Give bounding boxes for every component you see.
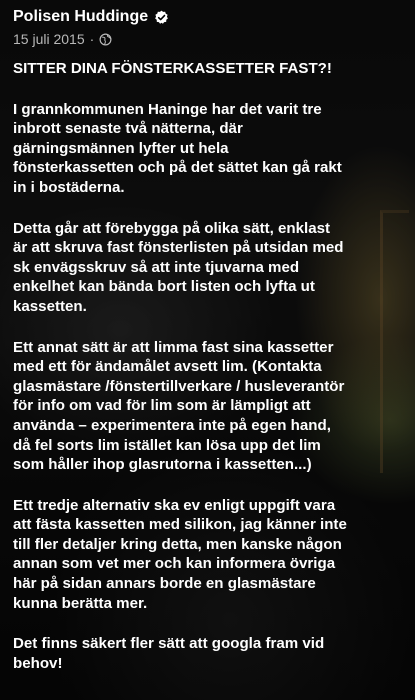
post-paragraph: Det finns säkert fler sätt att googla fram vid behov! [13,635,325,672]
post-paragraph: I grannkommunen Haninge har det varit tre inbrott senaste två nätterna, där gärningsmännen lyfter ut hela fönsterkassetten och på det sättet kan gå rakt in i bostäderna. [13,100,342,196]
globe-icon [99,33,112,46]
post-paragraph: Ett annat sätt är att limma fast sina kassetter med ett för ändamålet avsett lim. (Kontakta glasmästare /fönstertillverkare / husleverantör för info om vad för lim som är lämpligt att använda – experimentera inte på egen hand, då fel sorts lim istället kan lösa upp det lim som håller ihop glasrutorna i kassetten...) [13,338,345,474]
post-content [13,6,405,694]
post-headline: SITTER DINA FÖNSTERKASSETTER FAST?! [13,60,332,77]
post-meta [13,29,405,49]
author-name[interactable]: Polisen Huddinge [13,8,149,25]
verified-badge-icon [154,10,169,25]
post-body [13,59,405,673]
post-date[interactable]: 15 juli 2015 [13,31,85,47]
meta-separator: · [89,31,95,47]
post-header [13,6,405,28]
post-paragraph: Detta går att förebygga på olika sätt, enklast är att skruva fast fönsterlisten på utsidan med sk envägsskruv så att inte tjuvarna med enkelhet kan bända bort listen och lyfta ut kassetten. [13,219,344,315]
post-paragraph: Ett tredje alternativ ska ev enligt uppgift vara att fästa kassetten med silikon, jag känner inte till fler detaljer kring detta, men kanske någon annan som vet mer och kan informera övriga här på sidan annars borde en glasmästare kunna berätta mer. [13,496,347,612]
